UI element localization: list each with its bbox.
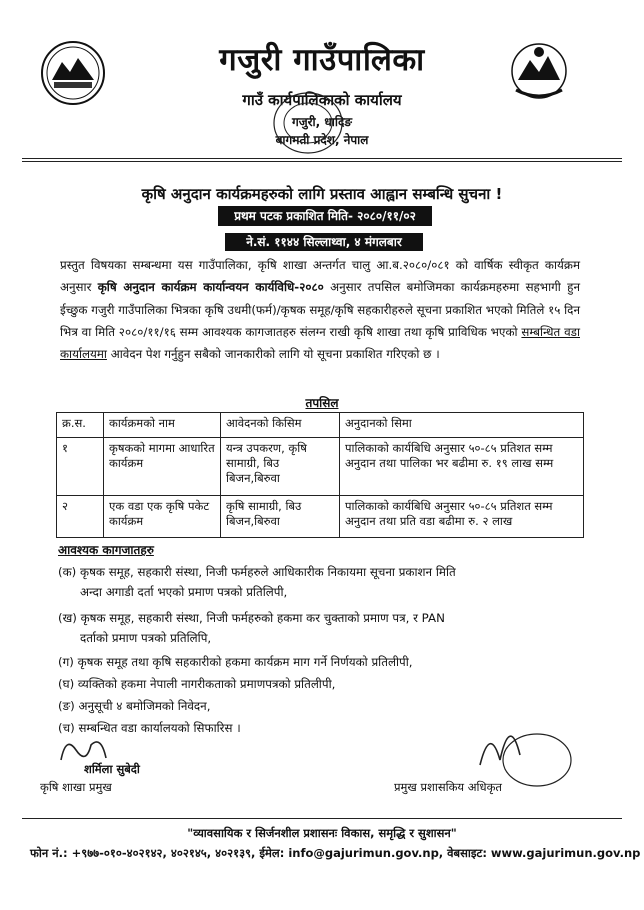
header-divider xyxy=(22,158,622,159)
nepal-sambat-badge: ने.सं. ११४४ सिल्लाथ्वा, ४ मंगलबार xyxy=(225,233,423,251)
left-signatory-title: कृषि शाखा प्रमुख xyxy=(40,780,112,794)
footer-divider xyxy=(22,818,622,819)
publish-date-badge: प्रथम पटक प्रकाशित मिति- २०८०/११/०२ xyxy=(218,206,432,226)
notice-body xyxy=(60,254,580,365)
col-sn: क्र.स. xyxy=(57,413,104,438)
municipality-title: गजुरी गाउँपालिका xyxy=(219,42,425,78)
cell-limit: पालिकाको कार्यबिधि अनुसार ५०-८५ प्रतिशत सम्म अनुदान तथा प्रति वडा बढीमा रु. २ लाख xyxy=(340,496,584,538)
program-table xyxy=(56,412,584,538)
header-divider-2 xyxy=(22,161,622,162)
cell-sn: १ xyxy=(57,438,104,496)
office-province: बागमती प्रदेश, नेपाल xyxy=(275,133,369,147)
office-name: गाउँ कार्यपालिकाको कार्यालय xyxy=(242,91,402,109)
body-underlined-text: सम्बन्धित वडा कार्यालयमा xyxy=(60,324,580,362)
col-name: कार्यक्रमको नाम xyxy=(104,413,221,438)
requirement-item: (ख) कृषक समूह, सहकारी संस्था, निजी फर्महरुको हकमा कर चुक्ताको प्रमाण पत्र, र PAN xyxy=(58,611,445,625)
requirement-item: (क) कृषक समूह, सहकारी संस्था, निजी फर्महरुले आधिकारीक निकायमा सूचना प्रकाशन मिति xyxy=(58,565,456,579)
requirement-item: (ङ) अनुसूची ४ बमोजिमको निवेदन, xyxy=(58,699,211,713)
requirement-item: (घ) व्यक्तिको हकमा नेपाली नागरीकताको प्रमाणपत्रको प्रतिलीपी, xyxy=(58,677,336,691)
requirement-item-cont: दर्ताको प्रमाण पत्रको प्रतिलिपि, xyxy=(80,631,212,645)
cell-sn: २ xyxy=(57,496,104,538)
body-text-2: अनुसार तपसिल बमोजिमका कार्यक्रमहरुमा सहभागी हुन ईच्छुक गजुरी गाउँपालिका भित्रका कृषि उधमी(फर्म)/कृषक समूह/कृषि सहकारीहरुले सूचना प्रकाशित भएको मितिले १५ दिन भित्र वा मिति २०८०/११/१६ सम्म आवश्यक कागजातहरु संलग्न राखी कृषि शाखा तथा कृषि प्राविधिक भएको xyxy=(60,280,580,339)
table-header-row xyxy=(57,413,584,438)
footer-contact: फोन नं.: +९७७-०१०-४०२१४२, ४०२१४५, ४०२१३९, ईमेल: info@gajurimun.gov.np, वेबसाइट: www.gajurimun.gov.np xyxy=(30,846,641,860)
left-signatory-name: शर्मिला सुबेदी xyxy=(84,762,140,776)
cell-name: एक वडा एक कृषि पकेट कार्यक्रम xyxy=(104,496,221,538)
body-text-1: प्रस्तुत विषयका सम्बन्धमा यस गाउँपालिका, कृषि शाखा अन्तर्गत चालु आ.ब.२०८०/०८१ को वार्षिक स्वीकृत कार्यक्रम अनुसार xyxy=(60,258,580,295)
office-stamp xyxy=(268,88,348,158)
cell-type: कृषि सामाग्री, बिउ बिजन,बिरुवा xyxy=(221,496,340,538)
requirement-item-cont: अन्दा अगाडी दर्ता भएको प्रमाण पत्रको प्रतिलिपी, xyxy=(80,585,288,599)
requirement-item: (च) सम्बन्धित वडा कार्यालयको सिफारिस । xyxy=(58,721,241,735)
body-bold-text: कृषि अनुदान कार्यक्रम कार्यान्वयन कार्यविधि-२०८० xyxy=(97,280,324,295)
requirement-item: (ग) कृषक समूह तथा कृषि सहकारीको हकमा कार्यक्रम माग गर्ने निर्णयको प्रतिलीपी, xyxy=(58,655,413,669)
cell-name: कृषकको मागमा आधारित कार्यक्रम xyxy=(104,438,221,496)
footer-motto: "व्यावसायिक र सिर्जनशील प्रशासनः विकास, समृद्धि र सुशासन" xyxy=(187,826,457,840)
table-caption: तपसिल xyxy=(305,396,339,410)
cell-type: यन्त्र उपकरण, कृषि सामाग्री, बिउ बिजन,बिरुवा xyxy=(221,438,340,496)
requirements-heading: आवश्यक कागजातहरु xyxy=(58,543,154,557)
office-place: गजुरी, धादिङ xyxy=(291,115,353,129)
body-text-3: आवेदन पेश गर्नुहुन सबैको जानकारीको लागि यो सूचना प्रकाशित गरिएको छ । xyxy=(110,347,440,362)
notice-title: कृषि अनुदान कार्यक्रमहरुको लागि प्रस्ताव आह्वान सम्बन्धि सुचना ! xyxy=(141,185,503,203)
table-row xyxy=(57,496,584,538)
right-signatory-title: प्रमुख प्रशासकिय अधिकृत xyxy=(394,780,502,794)
table-row xyxy=(57,438,584,496)
cell-limit: पालिकाको कार्यबिधि अनुसार ५०-८५ प्रतिशत सम्म अनुदान तथा पालिका भर बढीमा रु. १९ लाख सम्म xyxy=(340,438,584,496)
col-type: आवेदनको किसिम xyxy=(221,413,340,438)
col-limit: अनुदानको सिमा xyxy=(340,413,584,438)
